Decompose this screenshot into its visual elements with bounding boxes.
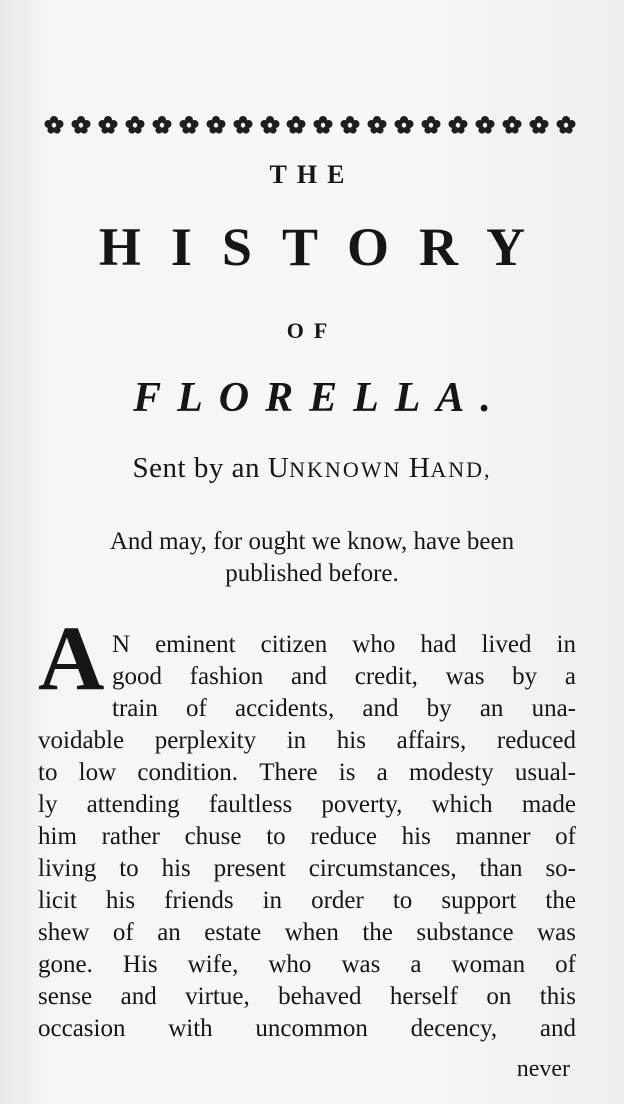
title-of: OF [286, 318, 338, 343]
fleuron-icon [448, 115, 468, 135]
subtitle-prefix: Sent by an [132, 452, 268, 484]
fleuron-icon [260, 115, 280, 135]
body-line: occasion with uncommon decency, and [38, 1015, 576, 1042]
fleuron-icon [340, 115, 360, 135]
body-line: him rather chuse to reduce his manner of [38, 823, 576, 850]
body-line: ly attending faultless poverty, which made [38, 791, 576, 818]
fleuron-icon [556, 115, 576, 135]
subtitle-u-rest: NKNOWN [289, 457, 409, 482]
fleuron-icon [529, 115, 549, 135]
fleuron-icon [394, 115, 414, 135]
subtitle-u-cap: U [267, 452, 290, 484]
body-line: gone. His wife, who was a woman of [38, 951, 576, 978]
fleuron-icon [71, 115, 91, 135]
subtitle-h-rest: AND, [430, 457, 492, 482]
title-florella: FLORELLA. [133, 375, 507, 421]
drop-capital: A [38, 607, 105, 709]
subtitle [0, 452, 624, 485]
fleuron-icon [179, 115, 199, 135]
fleuron-icon [98, 115, 118, 135]
fleuron-icon [313, 115, 333, 135]
fleuron-icon [44, 115, 64, 135]
fleuron-icon [475, 115, 495, 135]
fleuron-icon [421, 115, 441, 135]
note-line-1: And may, for ought we know, have been [109, 528, 515, 555]
fleuron-icon [125, 115, 145, 135]
body-line: sense and virtue, behaved herself on this [38, 983, 576, 1010]
title-history: HISTORY [98, 217, 556, 277]
title-the: THE [269, 160, 355, 189]
fleuron-icon [206, 115, 226, 135]
body-line: licit his friends in order to support the [38, 887, 576, 914]
body-line: voidable perplexity in his affairs, reduced [38, 727, 576, 754]
body-line: shew of an estate when the substance was [38, 919, 576, 946]
catchword: never [516, 1056, 570, 1082]
fleuron-icon [233, 115, 253, 135]
fleuron-icon [367, 115, 387, 135]
ornament-border [44, 112, 576, 138]
body-line: N eminent citizen who had lived in [112, 631, 576, 658]
body-line: train of accidents, and by an una- [112, 695, 576, 722]
fleuron-icon [502, 115, 522, 135]
subtitle-h-cap: H [408, 452, 431, 484]
body-line: good fashion and credit, was by a [112, 663, 576, 690]
body-line: to low condition. There is a modesty usual- [38, 759, 576, 786]
fleuron-icon [286, 115, 306, 135]
note-line-2: published before. [225, 560, 399, 587]
body-line: living to his present circumstances, than so- [38, 855, 576, 882]
fleuron-icon [152, 115, 172, 135]
